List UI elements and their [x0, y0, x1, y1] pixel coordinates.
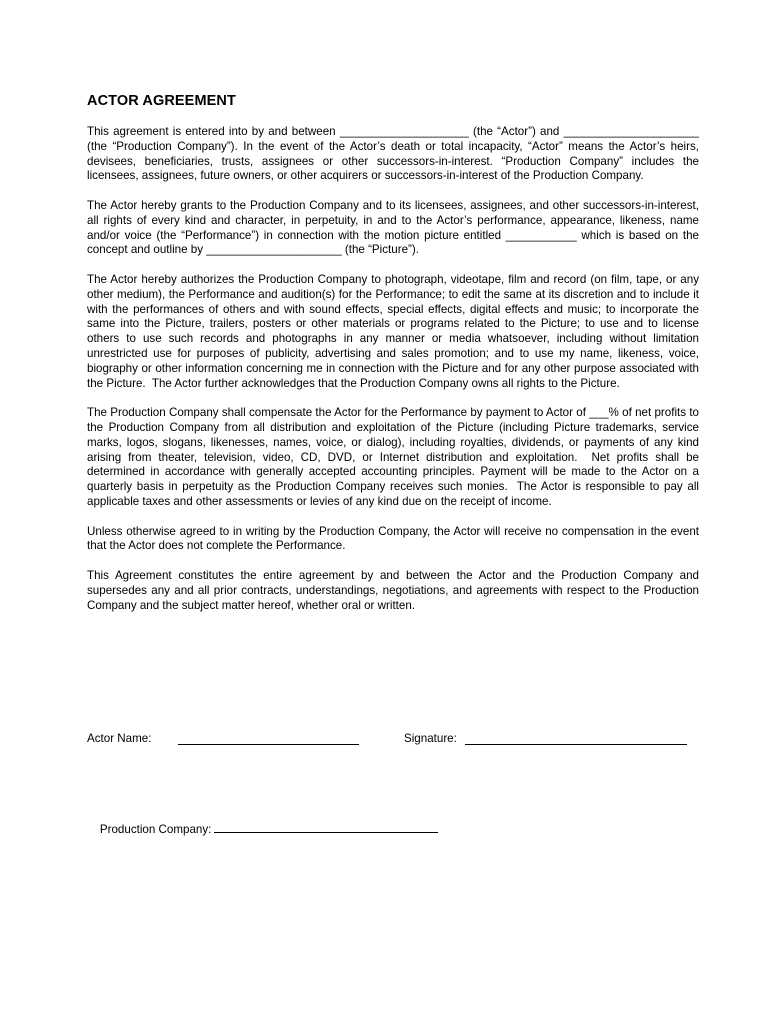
actor-name-field[interactable] [178, 732, 359, 745]
paragraph-entire-agreement: This Agreement constitutes the entire agreement by and between the Actor and the Production Company and supersedes any and all prior contracts, understandings, negotiations, and agreements with respect to the Production Company and the subject matter hereof, whether oral or written. [87, 568, 703, 612]
signature-label: Signature: [404, 732, 457, 745]
production-company-field[interactable] [214, 820, 438, 833]
actor-name-label: Actor Name: [87, 732, 152, 745]
paragraph-grant-of-rights: The Actor hereby grants to the Production Company and to its licensees, assignees, and other successors-in-interest, all rights of every kind and character, in perpetuity, in and to the Actor’s performance, appearance, likeness, name and/or voice (the “Performance”) in connection with the motion picture entitled ___________ which is based on the concept and outline by _____________________ (the “Picture”). [87, 198, 703, 257]
signature-field[interactable] [465, 732, 687, 745]
production-company-label: Production Company: [99, 823, 212, 836]
paragraph-no-compensation: Unless otherwise agreed to in writing by the Production Company, the Actor will receive no compensation in the event that the Actor does not complete the Performance. [87, 524, 703, 553]
paragraph-compensation: The Production Company shall compensate the Actor for the Performance by payment to Actor of ___% of net profits to the Production Company from all distribution and exploitation of the Picture (including Picture trademarks, service marks, logos, slogans, likenesses, names, voice, or dialog), including royalties, dividends, or payments of any kind arising from theater, television, video, CD, DVD, or Internet distribution and exploitation. Net profits shall be determined in accordance with generally accepted accounting principles. Payment will be made to the Actor on a quarterly basis in perpetuity as the Production Company receives such monies. The Actor is responsible to pay all applicable taxes and other assessments or levies of any kind due on the receipt of income. [87, 406, 703, 508]
document-title: ACTOR AGREEMENT [87, 93, 236, 109]
production-company-row [87, 806, 438, 851]
paragraph-authorization: The Actor hereby authorizes the Production Company to photograph, videotape, film and record (on film, tape, or any other medium), the Performance and audition(s) for the Performance; to edit the same at its discretion and to include it with the performances of others and with sound effects, special effects, digital effects and music; to incorporate the same into the Picture, trailers, posters or other materials or programs related to the Picture; to use and to license others to use such records and photographs in any manner or media whatsoever, including without limitation unrestricted use for purposes of publicity, advertising and sales promotion; and to use my name, likeness, voice, biography or other information concerning me in connection with the Picture and for any other purpose associated with the Picture. The Actor further acknowledges that the Production Company owns all rights to the Picture. [87, 272, 703, 390]
agreement-body [87, 125, 703, 628]
actor-signature-row [87, 732, 699, 816]
paragraph-parties: This agreement is entered into by and between ____________________ (the “Actor”) and _____________________ (the “Production Company”). In the event of the Actor’s death or total incapacity, “Actor” means the Actor’s heirs, devisees, beneficiaries, trusts, assignees or other successors-in-interest. “Production Company” includes the licensees, assignees, future owners, or other acquirers or successors-in-interest of the Production Company. [87, 125, 703, 183]
